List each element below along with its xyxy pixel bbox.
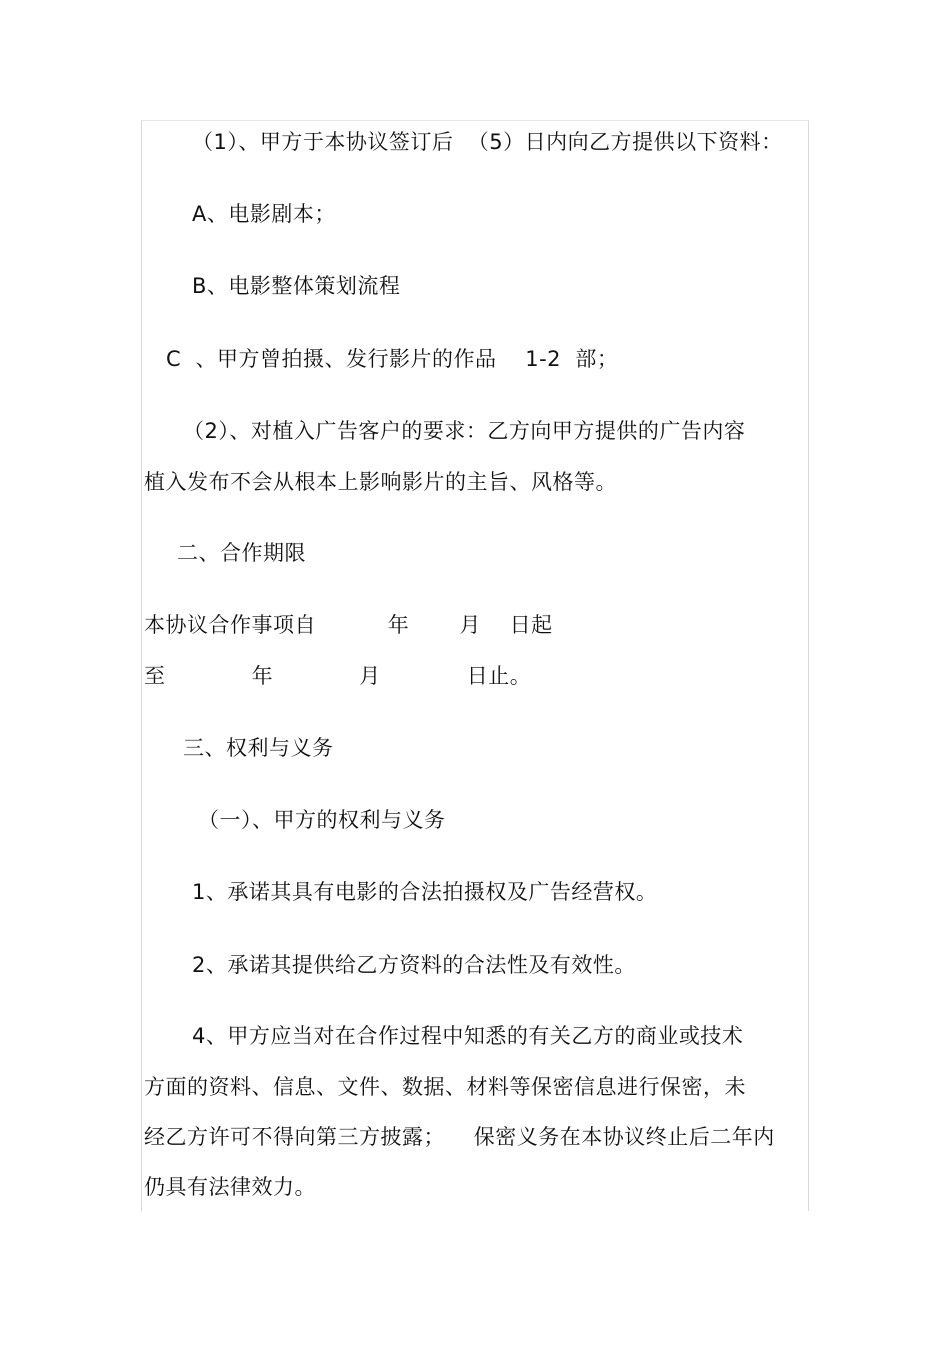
item-c: C 、甲方曾拍摄、发行影片的作品 1-2 部； <box>166 347 619 371</box>
party-a-item-4-line-4: 仍具有法律效力。 <box>144 1175 316 1199</box>
party-a-heading: （一）、甲方的权利与义务 <box>198 808 446 832</box>
term-end-line: 至 年 月 日止。 <box>144 664 532 688</box>
clause-2-line-1: （2）、对植入广告客户的要求：乙方向甲方提供的广告内容 <box>183 419 746 443</box>
party-a-item-1: 1、承诺其具有电影的合法拍摄权及广告经营权。 <box>192 880 658 904</box>
section-2-heading: 二、合作期限 <box>177 541 306 565</box>
party-a-item-4-line-3: 经乙方许可不得向第三方披露； 保密义务在本协议终止后二年内 <box>144 1125 775 1149</box>
party-a-item-2: 2、承诺其提供给乙方资料的合法性及有效性。 <box>192 953 636 977</box>
party-a-item-4-line-1: 4、甲方应当对在合作过程中知悉的有关乙方的商业或技术 <box>192 1024 744 1048</box>
clause-1-intro: （1）、甲方于本协议签订后 （5）日内向乙方提供以下资料： <box>192 130 783 154</box>
section-3-heading: 三、权利与义务 <box>183 736 334 760</box>
party-a-item-4-line-2: 方面的资料、信息、文件、数据、材料等保密信息进行保密，未 <box>144 1075 746 1099</box>
item-b: B、电影整体策划流程 <box>192 274 401 298</box>
item-a: A、电影剧本； <box>192 202 336 226</box>
term-start-line: 本协议合作事项自 年 月 日起 <box>144 613 553 637</box>
clause-2-line-2: 植入发布不会从根本上影响影片的主旨、风格等。 <box>144 470 617 494</box>
